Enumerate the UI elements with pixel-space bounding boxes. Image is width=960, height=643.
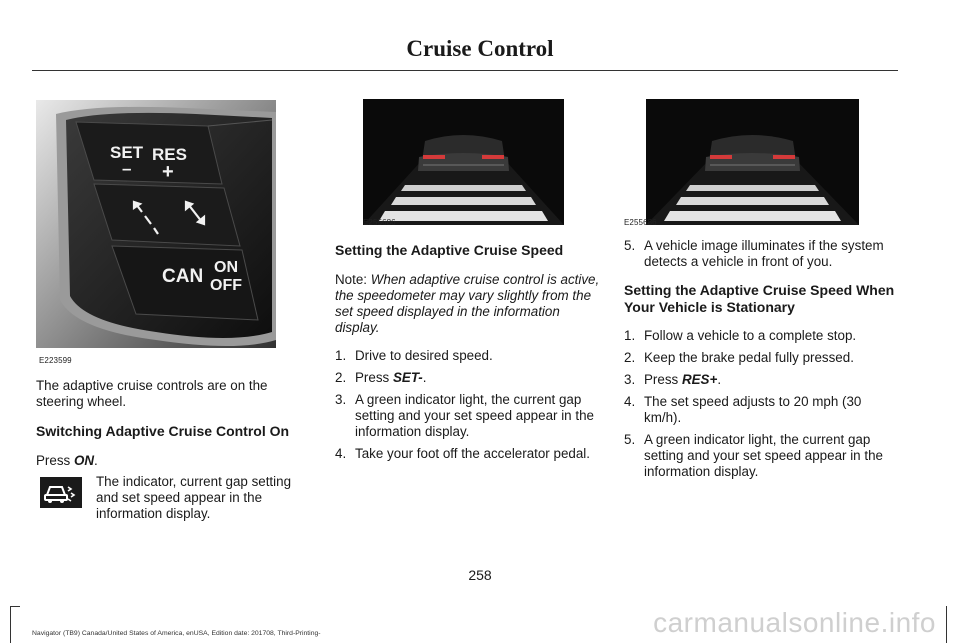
intro-text: The adaptive cruise controls are on the steering wheel. — [36, 378, 268, 409]
figure-code: E255686 — [624, 218, 657, 227]
list-item: 2. Press SET-. — [335, 370, 427, 385]
indicator-description: The indicator, current gap setting and set speed appear in the information display. — [96, 474, 292, 521]
steps-list-continued — [624, 238, 898, 270]
list-item: 5. A vehicle image illuminates if the system detects a vehicle in front of you. — [624, 238, 884, 269]
set-minus-key: SET- — [392, 370, 423, 385]
column-1 — [36, 378, 306, 469]
figure-code: E223599 — [39, 356, 72, 365]
column-2 — [335, 242, 603, 468]
list-item: 3. A green indicator light, the current gap setting and your set speed appear in the information display. — [335, 392, 594, 439]
page-title: Cruise Control — [406, 36, 554, 61]
minus-label: – — [122, 159, 132, 178]
vehicle-ahead-display-figure — [646, 99, 859, 225]
off-label: OFF — [210, 277, 242, 294]
page-number: 258 — [468, 567, 492, 583]
on-label: ON — [214, 259, 238, 276]
set-label: SET — [110, 143, 144, 162]
plus-label: + — [162, 161, 174, 183]
vehicle-ahead-display-figure — [363, 99, 564, 225]
list-item: 2. Keep the brake pedal fully pressed. — [624, 350, 854, 365]
res-label: RES — [152, 145, 187, 164]
watermark: carmanualsonline.info — [653, 607, 936, 638]
crop-mark — [946, 606, 947, 643]
crop-mark — [10, 606, 11, 643]
adaptive-cruise-indicator-icon — [40, 477, 82, 508]
header-divider — [32, 70, 898, 71]
list-item: 5. A green indicator light, the current gap setting and your set speed appear in the information display. — [624, 432, 883, 479]
can-label: CAN — [162, 266, 204, 287]
section-heading: Setting the Adaptive Cruise Speed When Your Vehicle is Stationary — [624, 282, 895, 315]
list-item: 1. Drive to desired speed. — [335, 348, 493, 363]
note: Note: When adaptive cruise control is active, the speedometer may vary slightly from the set speed displayed in the information display. — [335, 272, 600, 335]
steps-list — [624, 328, 898, 480]
steps-list — [335, 348, 603, 462]
crop-mark — [10, 606, 20, 607]
footer-edition-info: Navigator (TB9) Canada/United States of America, enUSA, Edition date: 201708, Third-Printing- — [32, 630, 321, 637]
section-heading: Switching Adaptive Cruise Control On — [36, 423, 290, 439]
section-heading: Setting the Adaptive Cruise Speed — [335, 242, 564, 258]
list-item: 4. Take your foot off the accelerator pedal. — [335, 446, 590, 461]
steering-wheel-controls-figure — [36, 100, 276, 366]
on-key: ON — [73, 453, 95, 468]
press-on-instruction: Press ON. — [36, 453, 98, 468]
list-item: 4. The set speed adjusts to 20 mph (30 km/h). — [624, 394, 862, 425]
list-item: 3. Press RES+. — [624, 372, 722, 387]
column-3 — [624, 238, 898, 486]
list-item: 1. Follow a vehicle to a complete stop. — [624, 328, 857, 343]
figure-code: E255686 — [363, 218, 396, 227]
res-plus-key: RES+ — [681, 372, 718, 387]
